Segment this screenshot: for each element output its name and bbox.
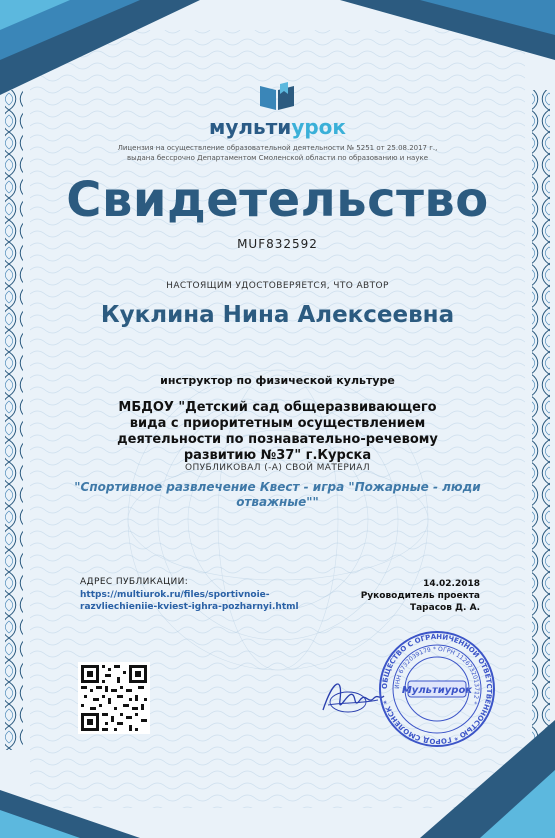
issue-date: 14.02.2018 [423,579,480,589]
signer-position: Руководитель проекта [360,591,480,601]
author-name: Куклина Нина Алексеевна [100,302,455,328]
publication-url-line-2: razvliechieniie-kviest-ighra-pozharnyi.html [80,602,299,612]
book-logo-icon [258,82,296,112]
certificate-title: Свидетельство [66,172,489,228]
license-line-1: Лицензия на осуществление образовательной деятельности № 5251 от 25.08.2017 г., [117,144,438,152]
brand-name-part1: мульти [209,115,292,139]
author-organization: МБДОУ "Детский сад общеразвивающего вида с приоритетным осуществлением деятельности по познавательно-речевому развитию №37" г.Курска [117,400,438,463]
license-line-2: выдана бессрочно Департаментом Смоленской области по образованию и науке [126,154,429,162]
address-label: АДРЕС ПУБЛИКАЦИИ: [80,577,189,587]
publication-link[interactable] [80,589,299,613]
stamp-seal [378,630,496,748]
brand-name-part2: урок [291,115,346,139]
certificate-code: MUF832592 [237,237,318,251]
published-text: ОПУБЛИКОВАЛ (-А) СВОЙ МАТЕРИАЛ [184,463,371,473]
stamp-outer-text: ОБЩЕСТВО С ОГРАНИЧЕННОЙ ОТВЕТСТВЕННОСТЬЮ * ГОРОД СМОЛЕНСК * [380,632,494,746]
author-role: инструктор по физической культуре [160,374,395,387]
certify-text: НАСТОЯЩИМ УДОСТОВЕРЯЕТСЯ, ЧТО АВТОР [166,281,389,291]
license-text [0,143,555,163]
stamp-center-text: Мультиурок [401,685,473,696]
stamp-inner-text: ИНН 6732039179 * ОГРН 1126732013712 * [393,645,481,705]
signature-block [330,578,480,614]
signer-name: Тарасов Д. А. [409,603,480,613]
publication-url-line-1: https://multiurok.ru/files/sportivnoie- [80,590,270,600]
brand-logo-text [0,115,555,139]
material-title: "Спортивное развлечение Квест - игра "Пожарные - люди отважные"" [74,480,481,509]
qr-code [78,662,150,734]
